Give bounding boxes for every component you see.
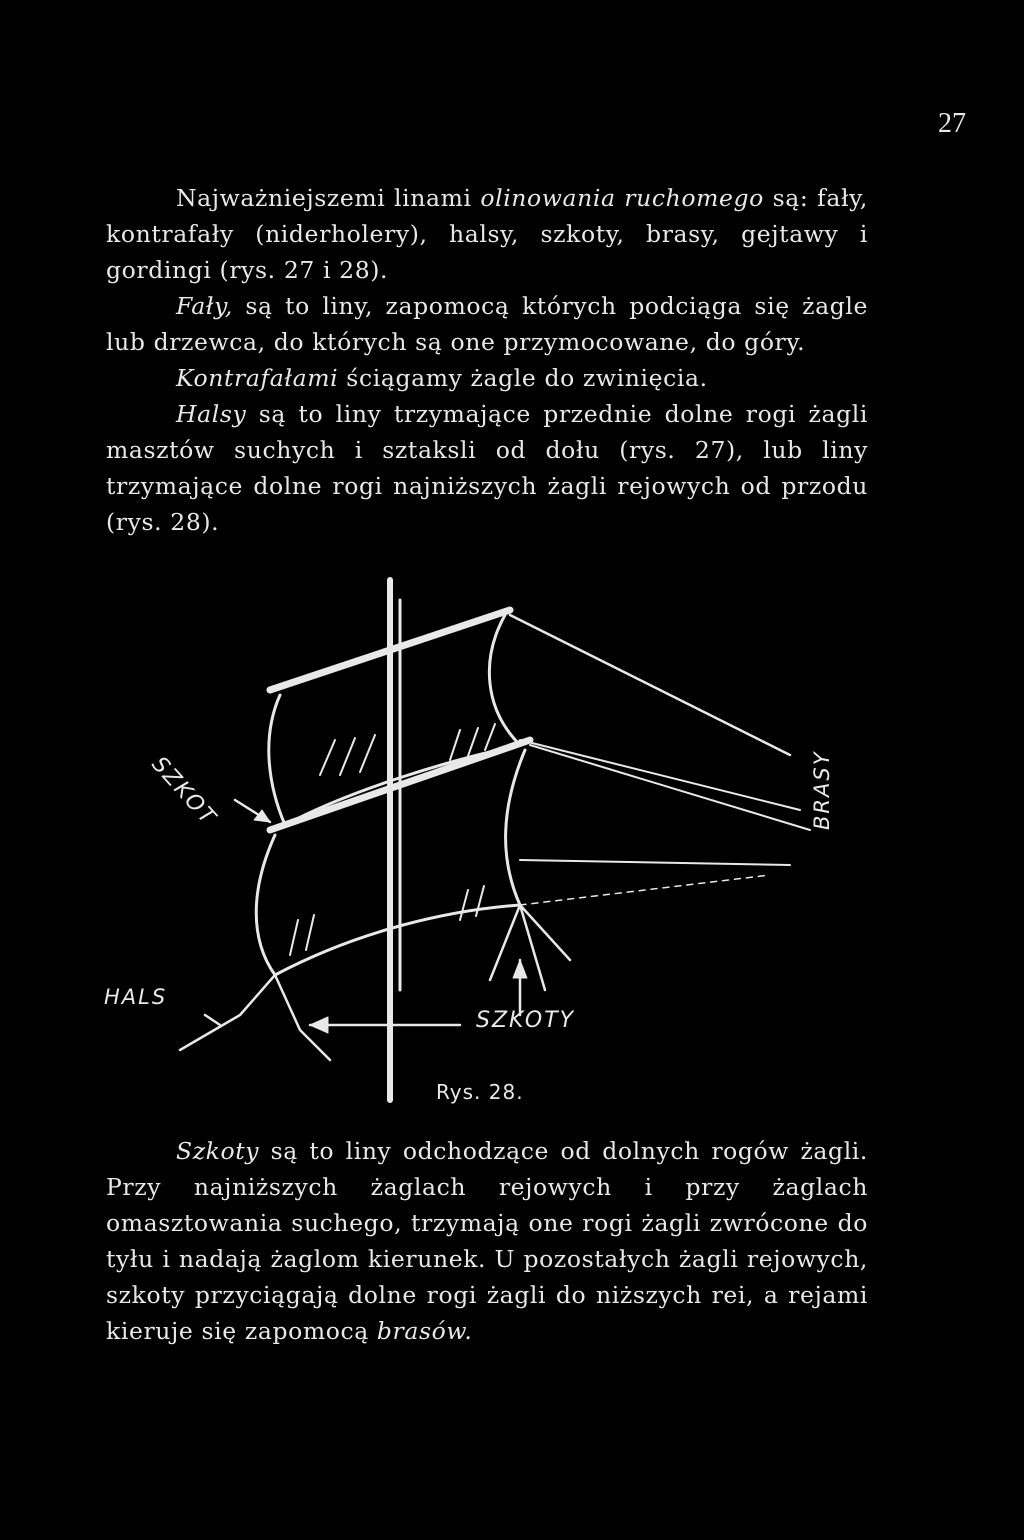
text-segment: są to liny trzymające przednie dolne rogi żagli masztów suchych i sztaksli od dołu (rys. 27), lub liny trzymające dolne rogi najniższych żagli rejowych od przodu (rys. 28). bbox=[106, 400, 868, 536]
text-segment: są: fały, kontrafały (niderholery), halsy, szkoty, brasy, gejtawy i gordingi (rys. 27 i 28). bbox=[106, 184, 868, 284]
text-segment: są to liny odchodzące od dolnych rogów żagli. Przy najniższych żaglach rejowych i przy żaglach omasztowania suchego, trzymają one rogi żagli zwrócone do tyłu i nadają żaglom kierunek. U pozostałych żagli rejowych, szkoty przyciągają dolne rogi żagli do niższych rei, a rejami kieruje się zapomocą bbox=[106, 1137, 868, 1345]
text-segment: ściągamy żagle do zwinięcia. bbox=[338, 364, 708, 392]
brace-lower-2 bbox=[520, 860, 790, 865]
label-szkoty: SZKOTY bbox=[476, 1008, 576, 1033]
term-brasow: brasów. bbox=[376, 1317, 473, 1345]
term-szkoty: Szkoty bbox=[176, 1137, 260, 1165]
szkot-arrow-head bbox=[254, 810, 270, 822]
szkoty-up-arrow-head bbox=[513, 960, 527, 978]
term-faly: Fały, bbox=[176, 292, 233, 320]
term-halsy: Halsy bbox=[176, 400, 247, 428]
sheet-lines bbox=[490, 905, 570, 990]
sail-diagram bbox=[150, 560, 890, 1120]
paragraph bbox=[106, 396, 868, 540]
top-text-block bbox=[106, 180, 868, 540]
paragraph bbox=[106, 288, 868, 360]
text-segment: Najważniejszemi linami bbox=[176, 184, 481, 212]
brace-upper-2 bbox=[520, 740, 800, 810]
brace-upper bbox=[510, 615, 790, 755]
szkoty-arrow-head bbox=[310, 1017, 328, 1033]
hals-arrow bbox=[205, 1015, 220, 1025]
sail-diagram-drawing bbox=[150, 560, 890, 1120]
term-olinowania: olinowania ruchomego bbox=[480, 184, 764, 212]
page-number: 27 bbox=[938, 108, 966, 139]
label-hals: HALS bbox=[104, 985, 168, 1009]
brace-lower-3 bbox=[520, 875, 770, 905]
text-segment: są to liny, zapomocą których podciąga się żagle lub drzewca, do których są one przymocowane, do góry. bbox=[106, 292, 868, 356]
label-szkot: SZKOT bbox=[146, 752, 221, 831]
bottom-text-block bbox=[106, 1133, 868, 1349]
figure-caption: Rys. 28. bbox=[436, 1080, 524, 1104]
paragraph bbox=[106, 180, 868, 288]
paragraph bbox=[106, 360, 868, 396]
term-kontrafaly: Kontrafałami bbox=[176, 364, 339, 392]
paragraph bbox=[106, 1133, 868, 1349]
hals-line bbox=[180, 975, 330, 1060]
label-brasy: BRASY bbox=[810, 750, 834, 830]
brace-lower bbox=[530, 745, 810, 830]
